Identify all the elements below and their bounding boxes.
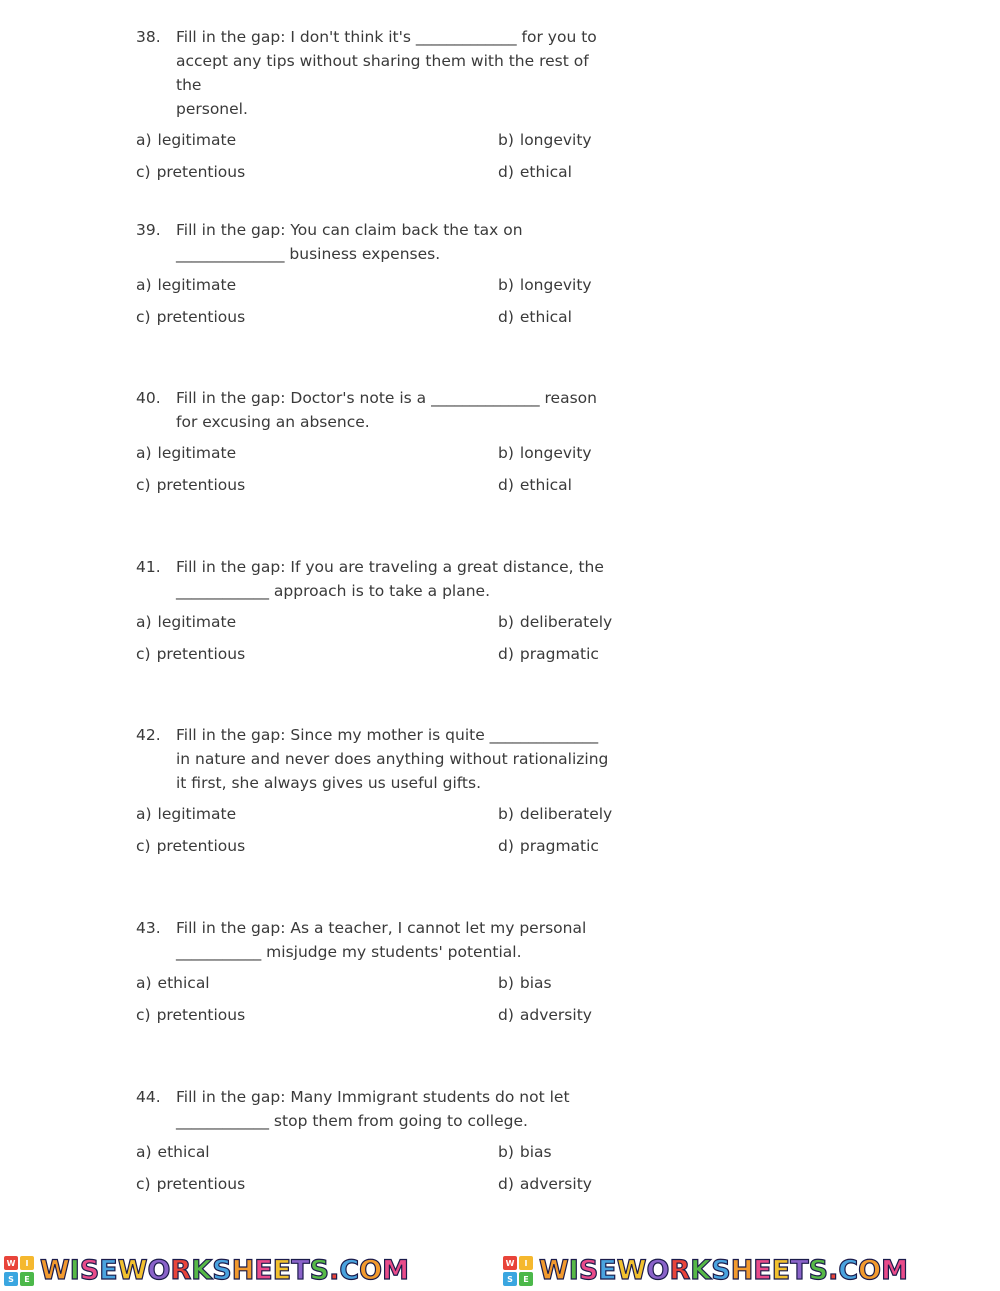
option-letter: d) (498, 163, 514, 181)
option-a[interactable] (136, 972, 210, 994)
option-text: pretentious (156, 1175, 246, 1193)
option-letter: b) (498, 974, 514, 992)
question-number: 38. (136, 28, 161, 46)
option-b[interactable] (498, 274, 592, 296)
option-letter: d) (498, 645, 514, 663)
question-text-line: accept any tips without sharing them with the rest of the (176, 52, 589, 94)
option-text: pretentious (156, 1006, 246, 1024)
option-b[interactable] (498, 442, 592, 464)
option-text: bias (519, 974, 552, 992)
question-number: 40. (136, 389, 161, 407)
brand-letter: K (191, 1255, 213, 1286)
logo-letter: S (4, 1272, 18, 1286)
question-44 (136, 1085, 656, 1207)
answer-options (136, 611, 656, 677)
question-text (176, 25, 616, 121)
question-text (176, 723, 616, 795)
brand-letter: H (231, 1255, 255, 1286)
wiseworksheets-logo (503, 1255, 908, 1287)
option-letter: b) (498, 1143, 514, 1161)
option-letter: b) (498, 805, 514, 823)
brand-letter: T (291, 1255, 310, 1286)
brand-letter: S (808, 1255, 829, 1286)
option-text: pragmatic (519, 645, 599, 663)
option-text: ethical (519, 163, 572, 181)
option-text: pretentious (156, 645, 246, 663)
option-letter: d) (498, 837, 514, 855)
question-text (176, 386, 616, 434)
option-text: longevity (519, 276, 592, 294)
brand-letter: R (170, 1255, 192, 1286)
brand-letter: K (690, 1255, 712, 1286)
question-text-line: personel. (176, 100, 248, 118)
question-text (176, 218, 616, 266)
option-letter: b) (498, 276, 514, 294)
question-number: 44. (136, 1088, 161, 1106)
option-text: deliberately (519, 805, 613, 823)
brand-letter: W (40, 1255, 70, 1286)
wiseworksheets-logo (4, 1255, 409, 1287)
brand-letter: M (881, 1255, 908, 1286)
option-d[interactable] (498, 161, 572, 183)
question-text-line: Fill in the gap: Many Immigrant students do not let (176, 1088, 570, 1106)
option-letter: c) (136, 308, 151, 326)
brand-text (539, 1255, 908, 1287)
answer-options (136, 442, 656, 508)
option-a[interactable] (136, 129, 236, 151)
brand-letter: W (539, 1255, 569, 1286)
brand-letter: M (382, 1255, 409, 1286)
question-text-line: for excusing an absence. (176, 413, 370, 431)
question-text-line: Fill in the gap: You can claim back the tax on (176, 221, 523, 239)
brand-letter: C (339, 1255, 360, 1286)
brand-letter: S (309, 1255, 330, 1286)
option-text: legitimate (157, 613, 237, 631)
option-c[interactable] (136, 474, 245, 496)
question-42 (136, 723, 656, 869)
question-40 (136, 386, 656, 508)
brand-letter: C (838, 1255, 859, 1286)
option-letter: c) (136, 1006, 151, 1024)
option-a[interactable] (136, 803, 236, 825)
question-number: 39. (136, 221, 161, 239)
option-d[interactable] (498, 474, 572, 496)
logo-letter: E (20, 1272, 34, 1286)
option-text: pretentious (156, 837, 246, 855)
brand-letter: E (254, 1255, 273, 1286)
brand-letter: . (828, 1255, 839, 1286)
option-c[interactable] (136, 835, 245, 857)
option-letter: c) (136, 837, 151, 855)
logo-mark-icon (4, 1256, 34, 1286)
brand-letter: W (616, 1255, 647, 1286)
question-text-line: ___________ misjudge my students' potential. (176, 943, 522, 961)
option-letter: a) (136, 974, 152, 992)
question-number: 43. (136, 919, 161, 937)
footer-banner (0, 1254, 1000, 1291)
question-43 (136, 916, 656, 1038)
question-text-line: Fill in the gap: I don't think it's _____________ for you to (176, 28, 597, 46)
brand-text (40, 1255, 409, 1287)
brand-letter: S (212, 1255, 232, 1286)
option-letter: d) (498, 308, 514, 326)
option-b[interactable] (498, 803, 612, 825)
brand-letter: O (646, 1255, 670, 1286)
logo-letter: I (519, 1256, 533, 1270)
brand-letter: . (329, 1255, 340, 1286)
brand-letter: I (568, 1255, 579, 1286)
brand-letter: O (147, 1255, 171, 1286)
question-text-line: ____________ stop them from going to college. (176, 1112, 528, 1130)
option-text: pragmatic (519, 837, 599, 855)
option-d[interactable] (498, 306, 572, 328)
question-text (176, 555, 616, 603)
question-text-line: Fill in the gap: If you are traveling a great distance, the (176, 558, 604, 576)
brand-letter: T (790, 1255, 809, 1286)
option-letter: c) (136, 163, 151, 181)
question-text-line: Fill in the gap: Since my mother is quite ______________ (176, 726, 599, 744)
logo-letter: E (519, 1272, 533, 1286)
option-letter: a) (136, 1143, 152, 1161)
brand-letter: O (858, 1255, 882, 1286)
option-c[interactable] (136, 306, 245, 328)
brand-letter: E (598, 1255, 617, 1286)
brand-letter: E (99, 1255, 118, 1286)
brand-letter: E (753, 1255, 772, 1286)
option-letter: b) (498, 613, 514, 631)
question-38 (136, 25, 656, 195)
option-text: adversity (519, 1006, 592, 1024)
answer-options (136, 274, 656, 340)
question-text-line: ____________ approach is to take a plane. (176, 582, 491, 600)
option-letter: d) (498, 1175, 514, 1193)
logo-letter: S (503, 1272, 517, 1286)
option-text: ethical (157, 974, 210, 992)
option-text: pretentious (156, 308, 246, 326)
option-c[interactable] (136, 643, 245, 665)
option-letter: a) (136, 805, 152, 823)
option-letter: b) (498, 131, 514, 149)
brand-letter: H (730, 1255, 754, 1286)
option-letter: a) (136, 276, 152, 294)
option-a[interactable] (136, 611, 236, 633)
brand-letter: S (711, 1255, 731, 1286)
option-b[interactable] (498, 1141, 552, 1163)
option-d[interactable] (498, 1004, 592, 1026)
option-c[interactable] (136, 1004, 245, 1026)
answer-options (136, 1141, 656, 1207)
question-text-line: ______________ business expenses. (176, 245, 441, 263)
option-text: longevity (519, 131, 592, 149)
question-text (176, 1085, 616, 1133)
option-a[interactable] (136, 1141, 210, 1163)
logo-letter: W (4, 1256, 18, 1270)
brand-letter: R (669, 1255, 691, 1286)
option-d[interactable] (498, 643, 599, 665)
question-number: 41. (136, 558, 161, 576)
option-text: longevity (519, 444, 592, 462)
option-text: bias (519, 1143, 552, 1161)
answer-options (136, 972, 656, 1038)
option-b[interactable] (498, 972, 552, 994)
option-b[interactable] (498, 611, 612, 633)
option-text: pretentious (156, 476, 246, 494)
question-41 (136, 555, 656, 677)
brand-letter: E (771, 1255, 791, 1286)
question-text-line: Fill in the gap: Doctor's note is a ______________ reason (176, 389, 597, 407)
option-b[interactable] (498, 129, 592, 151)
option-c[interactable] (136, 161, 245, 183)
question-text (176, 916, 616, 964)
option-text: pretentious (156, 163, 246, 181)
brand-letter: S (578, 1255, 599, 1286)
option-text: adversity (519, 1175, 592, 1193)
option-letter: b) (498, 444, 514, 462)
answer-options (136, 129, 656, 195)
option-letter: c) (136, 476, 151, 494)
option-text: ethical (519, 308, 572, 326)
option-letter: c) (136, 645, 151, 663)
question-text-line: in nature and never does anything without rationalizing (176, 750, 609, 768)
question-39 (136, 218, 656, 340)
option-text: legitimate (157, 805, 237, 823)
option-letter: a) (136, 444, 152, 462)
question-text-line: Fill in the gap: As a teacher, I cannot let my personal (176, 919, 587, 937)
option-text: legitimate (157, 276, 237, 294)
option-text: legitimate (157, 444, 237, 462)
option-letter: c) (136, 1175, 151, 1193)
brand-letter: S (79, 1255, 100, 1286)
option-letter: d) (498, 1006, 514, 1024)
option-a[interactable] (136, 442, 236, 464)
option-c[interactable] (136, 1173, 245, 1195)
option-text: legitimate (157, 131, 237, 149)
logo-mark-icon (503, 1256, 533, 1286)
option-letter: a) (136, 131, 152, 149)
brand-letter: E (272, 1255, 292, 1286)
option-d[interactable] (498, 835, 599, 857)
brand-letter: W (117, 1255, 148, 1286)
logo-letter: W (503, 1256, 517, 1270)
option-text: ethical (157, 1143, 210, 1161)
option-a[interactable] (136, 274, 236, 296)
answer-options (136, 803, 656, 869)
brand-letter: O (359, 1255, 383, 1286)
brand-letter: I (69, 1255, 80, 1286)
option-letter: a) (136, 613, 152, 631)
question-text-line: it first, she always gives us useful gifts. (176, 774, 482, 792)
option-text: deliberately (519, 613, 613, 631)
question-number: 42. (136, 726, 161, 744)
option-letter: d) (498, 476, 514, 494)
logo-letter: I (20, 1256, 34, 1270)
option-text: ethical (519, 476, 572, 494)
option-d[interactable] (498, 1173, 592, 1195)
